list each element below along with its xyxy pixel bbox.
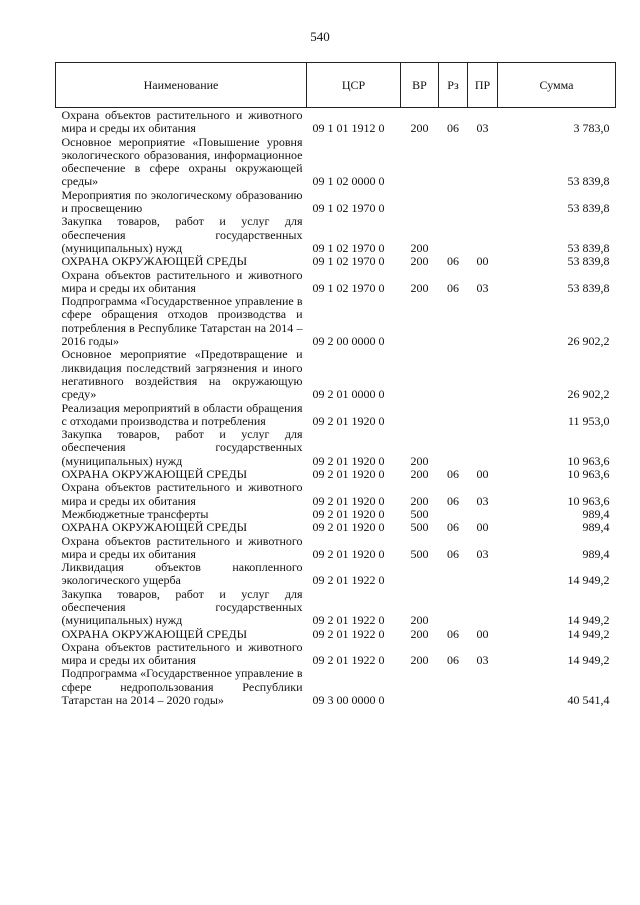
cell-csr: 09 1 02 1970 0 (312, 280, 385, 295)
cell-pr: 00 (476, 626, 489, 641)
table-row (56, 535, 616, 562)
cell-pr (468, 215, 498, 255)
cell-sum: 53 839,8 (567, 174, 610, 189)
cell-rz: 06 (447, 520, 459, 535)
cell-sum: 14 949,2 (567, 653, 610, 668)
cell-rz (439, 428, 468, 468)
cell-rz (439, 295, 468, 348)
table-row (56, 428, 616, 468)
cell-name: Охрана объектов растительного и животного мира и среды их обитания (61, 533, 303, 561)
cell-vr (401, 402, 439, 429)
cell-csr: 09 1 02 1970 0 (312, 254, 385, 269)
cell-rz (439, 667, 468, 707)
cell-vr: 200 (410, 453, 429, 468)
cell-sum: 53 839,8 (567, 280, 610, 295)
cell-rz: 06 (447, 626, 459, 641)
cell-rz (439, 136, 468, 189)
cell-pr: 00 (476, 467, 489, 482)
cell-pr: 00 (476, 520, 489, 535)
cell-pr (468, 136, 498, 189)
cell-sum: 14 949,2 (567, 573, 610, 588)
cell-rz: 06 (447, 493, 459, 508)
cell-pr (468, 667, 498, 707)
cell-csr: 09 2 01 1922 0 (312, 613, 385, 628)
header-name: Наименование (56, 63, 307, 108)
header-rz: Рз (439, 63, 468, 108)
cell-pr (468, 428, 498, 468)
table-row (56, 468, 616, 481)
cell-csr: 09 2 01 1920 0 (312, 467, 385, 482)
cell-rz (439, 508, 468, 521)
cell-csr: 09 2 01 1922 0 (312, 653, 385, 668)
cell-sum: 26 902,2 (567, 387, 610, 402)
cell-pr: 03 (476, 121, 489, 136)
header-sum: Сумма (498, 63, 616, 108)
table-row (56, 269, 616, 296)
cell-sum: 10 963,6 (567, 493, 610, 508)
table-row (56, 628, 616, 641)
table-row (56, 402, 616, 429)
cell-name: Мероприятия по экологическому образованию и просвещению (61, 187, 303, 216)
cell-name: Основное мероприятие «Повышение уровня экологического образования, информационное обеспечение в сфере охраны окружающей среды» (61, 134, 303, 189)
cell-csr: 09 3 00 0000 0 (312, 693, 385, 708)
cell-sum: 53 839,8 (567, 240, 610, 255)
cell-pr (468, 508, 498, 521)
table-row (56, 667, 616, 707)
cell-csr: 09 1 02 1970 0 (312, 201, 385, 216)
cell-vr (401, 136, 439, 189)
cell-rz (439, 348, 468, 401)
cell-name: Охрана объектов растительного и животного мира и среды их обитания (61, 108, 303, 136)
cell-vr (401, 295, 439, 348)
cell-name: Подпрограмма «Государственное управление в сфере обращения отходов производства и потребления в Республике Татарстан на 2014 – 2016 годы» (61, 294, 303, 349)
table-row (56, 508, 616, 521)
cell-pr (468, 588, 498, 628)
table-row (56, 348, 616, 401)
cell-rz (439, 561, 468, 588)
table-row (56, 255, 616, 268)
cell-name: Закупка товаров, работ и услуг для обеспечения государственных (муниципальных) нужд (61, 214, 303, 255)
cell-vr: 200 (410, 240, 429, 255)
cell-csr: 09 2 01 1920 0 (312, 546, 385, 561)
cell-vr (401, 561, 439, 588)
cell-csr: 09 2 01 1920 0 (312, 520, 385, 535)
budget-table (55, 62, 616, 707)
cell-rz: 06 (447, 121, 459, 136)
page-number: 540 (310, 29, 330, 44)
cell-csr: 09 1 02 0000 0 (312, 174, 385, 189)
cell-csr: 09 1 01 1912 0 (312, 121, 385, 136)
cell-sum: 14 949,2 (567, 613, 610, 628)
cell-sum: 53 839,8 (567, 201, 610, 216)
cell-sum: 10 963,6 (567, 453, 610, 468)
cell-vr: 500 (410, 520, 429, 535)
cell-name: Подпрограмма «Государственное управление в сфере недропользования Республики Татарстан на 2014 – 2020 годы» (61, 666, 303, 708)
cell-name: ОХРАНА ОКРУЖАЮЩЕЙ СРЕДЫ (61, 626, 248, 641)
cell-csr: 09 1 02 1970 0 (312, 240, 385, 255)
cell-csr: 09 2 01 1920 0 (312, 493, 385, 508)
cell-sum: 989,4 (582, 506, 610, 521)
cell-vr: 200 (410, 254, 429, 269)
cell-vr: 200 (410, 653, 429, 668)
cell-vr: 200 (410, 613, 429, 628)
cell-name: Охрана объектов растительного и животного мира и среды их обитания (61, 480, 303, 508)
table-body (56, 108, 616, 708)
cell-pr: 00 (476, 254, 489, 269)
cell-name: Реализация мероприятий в области обращения с отходами производства и потребления (61, 400, 303, 428)
cell-pr: 03 (476, 653, 489, 668)
cell-rz (439, 402, 468, 429)
cell-pr: 03 (476, 493, 489, 508)
cell-sum: 3 783,0 (573, 121, 610, 136)
cell-vr: 200 (410, 626, 429, 641)
cell-rz (439, 189, 468, 216)
cell-csr: 09 2 00 0000 0 (312, 334, 385, 349)
cell-vr (401, 667, 439, 707)
cell-sum: 53 839,8 (567, 254, 610, 269)
cell-name: Охрана объектов растительного и животного мира и среды их обитания (61, 267, 303, 295)
cell-name: ОХРАНА ОКРУЖАЮЩЕЙ СРЕДЫ (61, 467, 248, 482)
header-csr: ЦСР (307, 63, 401, 108)
cell-name: Закупка товаров, работ и услуг для обеспечения государственных (муниципальных) нужд (61, 586, 303, 628)
cell-rz: 06 (447, 653, 459, 668)
cell-pr: 03 (476, 546, 489, 561)
table-row (56, 588, 616, 628)
cell-csr: 09 2 01 1922 0 (312, 573, 385, 588)
cell-csr: 09 2 01 1920 0 (312, 453, 385, 468)
header-vr: ВР (401, 63, 439, 108)
cell-rz: 06 (447, 254, 459, 269)
table-row (56, 108, 616, 136)
cell-sum: 989,4 (582, 520, 610, 535)
table-row (56, 521, 616, 534)
cell-sum: 40 541,4 (567, 693, 610, 708)
cell-csr: 09 2 01 1920 0 (312, 506, 385, 521)
cell-name: ОХРАНА ОКРУЖАЮЩЕЙ СРЕДЫ (61, 254, 248, 269)
cell-csr: 09 2 01 1920 0 (312, 413, 385, 428)
cell-pr (468, 189, 498, 216)
cell-vr: 200 (410, 467, 429, 482)
cell-vr: 200 (410, 121, 429, 136)
cell-sum: 10 963,6 (567, 467, 610, 482)
cell-pr: 03 (476, 280, 489, 295)
cell-csr: 09 2 01 1922 0 (312, 626, 385, 641)
cell-pr (468, 295, 498, 348)
cell-name: Межбюджетные трансферты (61, 506, 209, 521)
cell-rz (439, 588, 468, 628)
cell-pr (468, 402, 498, 429)
table-row (56, 561, 616, 588)
cell-name: Ликвидация объектов накопленного экологического ущерба (61, 560, 303, 588)
cell-vr: 500 (410, 546, 429, 561)
cell-sum: 989,4 (582, 546, 610, 561)
cell-name: Охрана объектов растительного и животного мира и среды их обитания (61, 639, 303, 668)
cell-sum: 14 949,2 (567, 626, 610, 641)
cell-csr: 09 2 01 0000 0 (312, 387, 385, 402)
table-row (56, 136, 616, 189)
table-row (56, 481, 616, 508)
header-pr: ПР (468, 63, 498, 108)
cell-rz: 06 (447, 546, 459, 561)
table-row (56, 641, 616, 668)
table-header-row (56, 63, 616, 108)
table-row (56, 295, 616, 348)
cell-rz: 06 (447, 467, 459, 482)
cell-name: ОХРАНА ОКРУЖАЮЩЕЙ СРЕДЫ (61, 520, 248, 535)
cell-name: Основное мероприятие «Предотвращение и ликвидация последствий загрязнения и иного негативного воздействия на окружающую среду» (61, 347, 303, 402)
cell-sum: 26 902,2 (567, 334, 610, 349)
table-row (56, 189, 616, 216)
cell-name: Закупка товаров, работ и услуг для обеспечения государственных (муниципальных) нужд (61, 427, 303, 468)
cell-rz (439, 215, 468, 255)
table-row (56, 215, 616, 255)
cell-sum: 11 953,0 (567, 413, 610, 428)
cell-rz: 06 (447, 280, 459, 295)
cell-vr: 200 (410, 280, 429, 295)
cell-vr (401, 348, 439, 401)
cell-pr (468, 561, 498, 588)
cell-pr (468, 348, 498, 401)
cell-vr (401, 189, 439, 216)
cell-vr: 500 (410, 506, 429, 521)
cell-vr: 200 (410, 493, 429, 508)
